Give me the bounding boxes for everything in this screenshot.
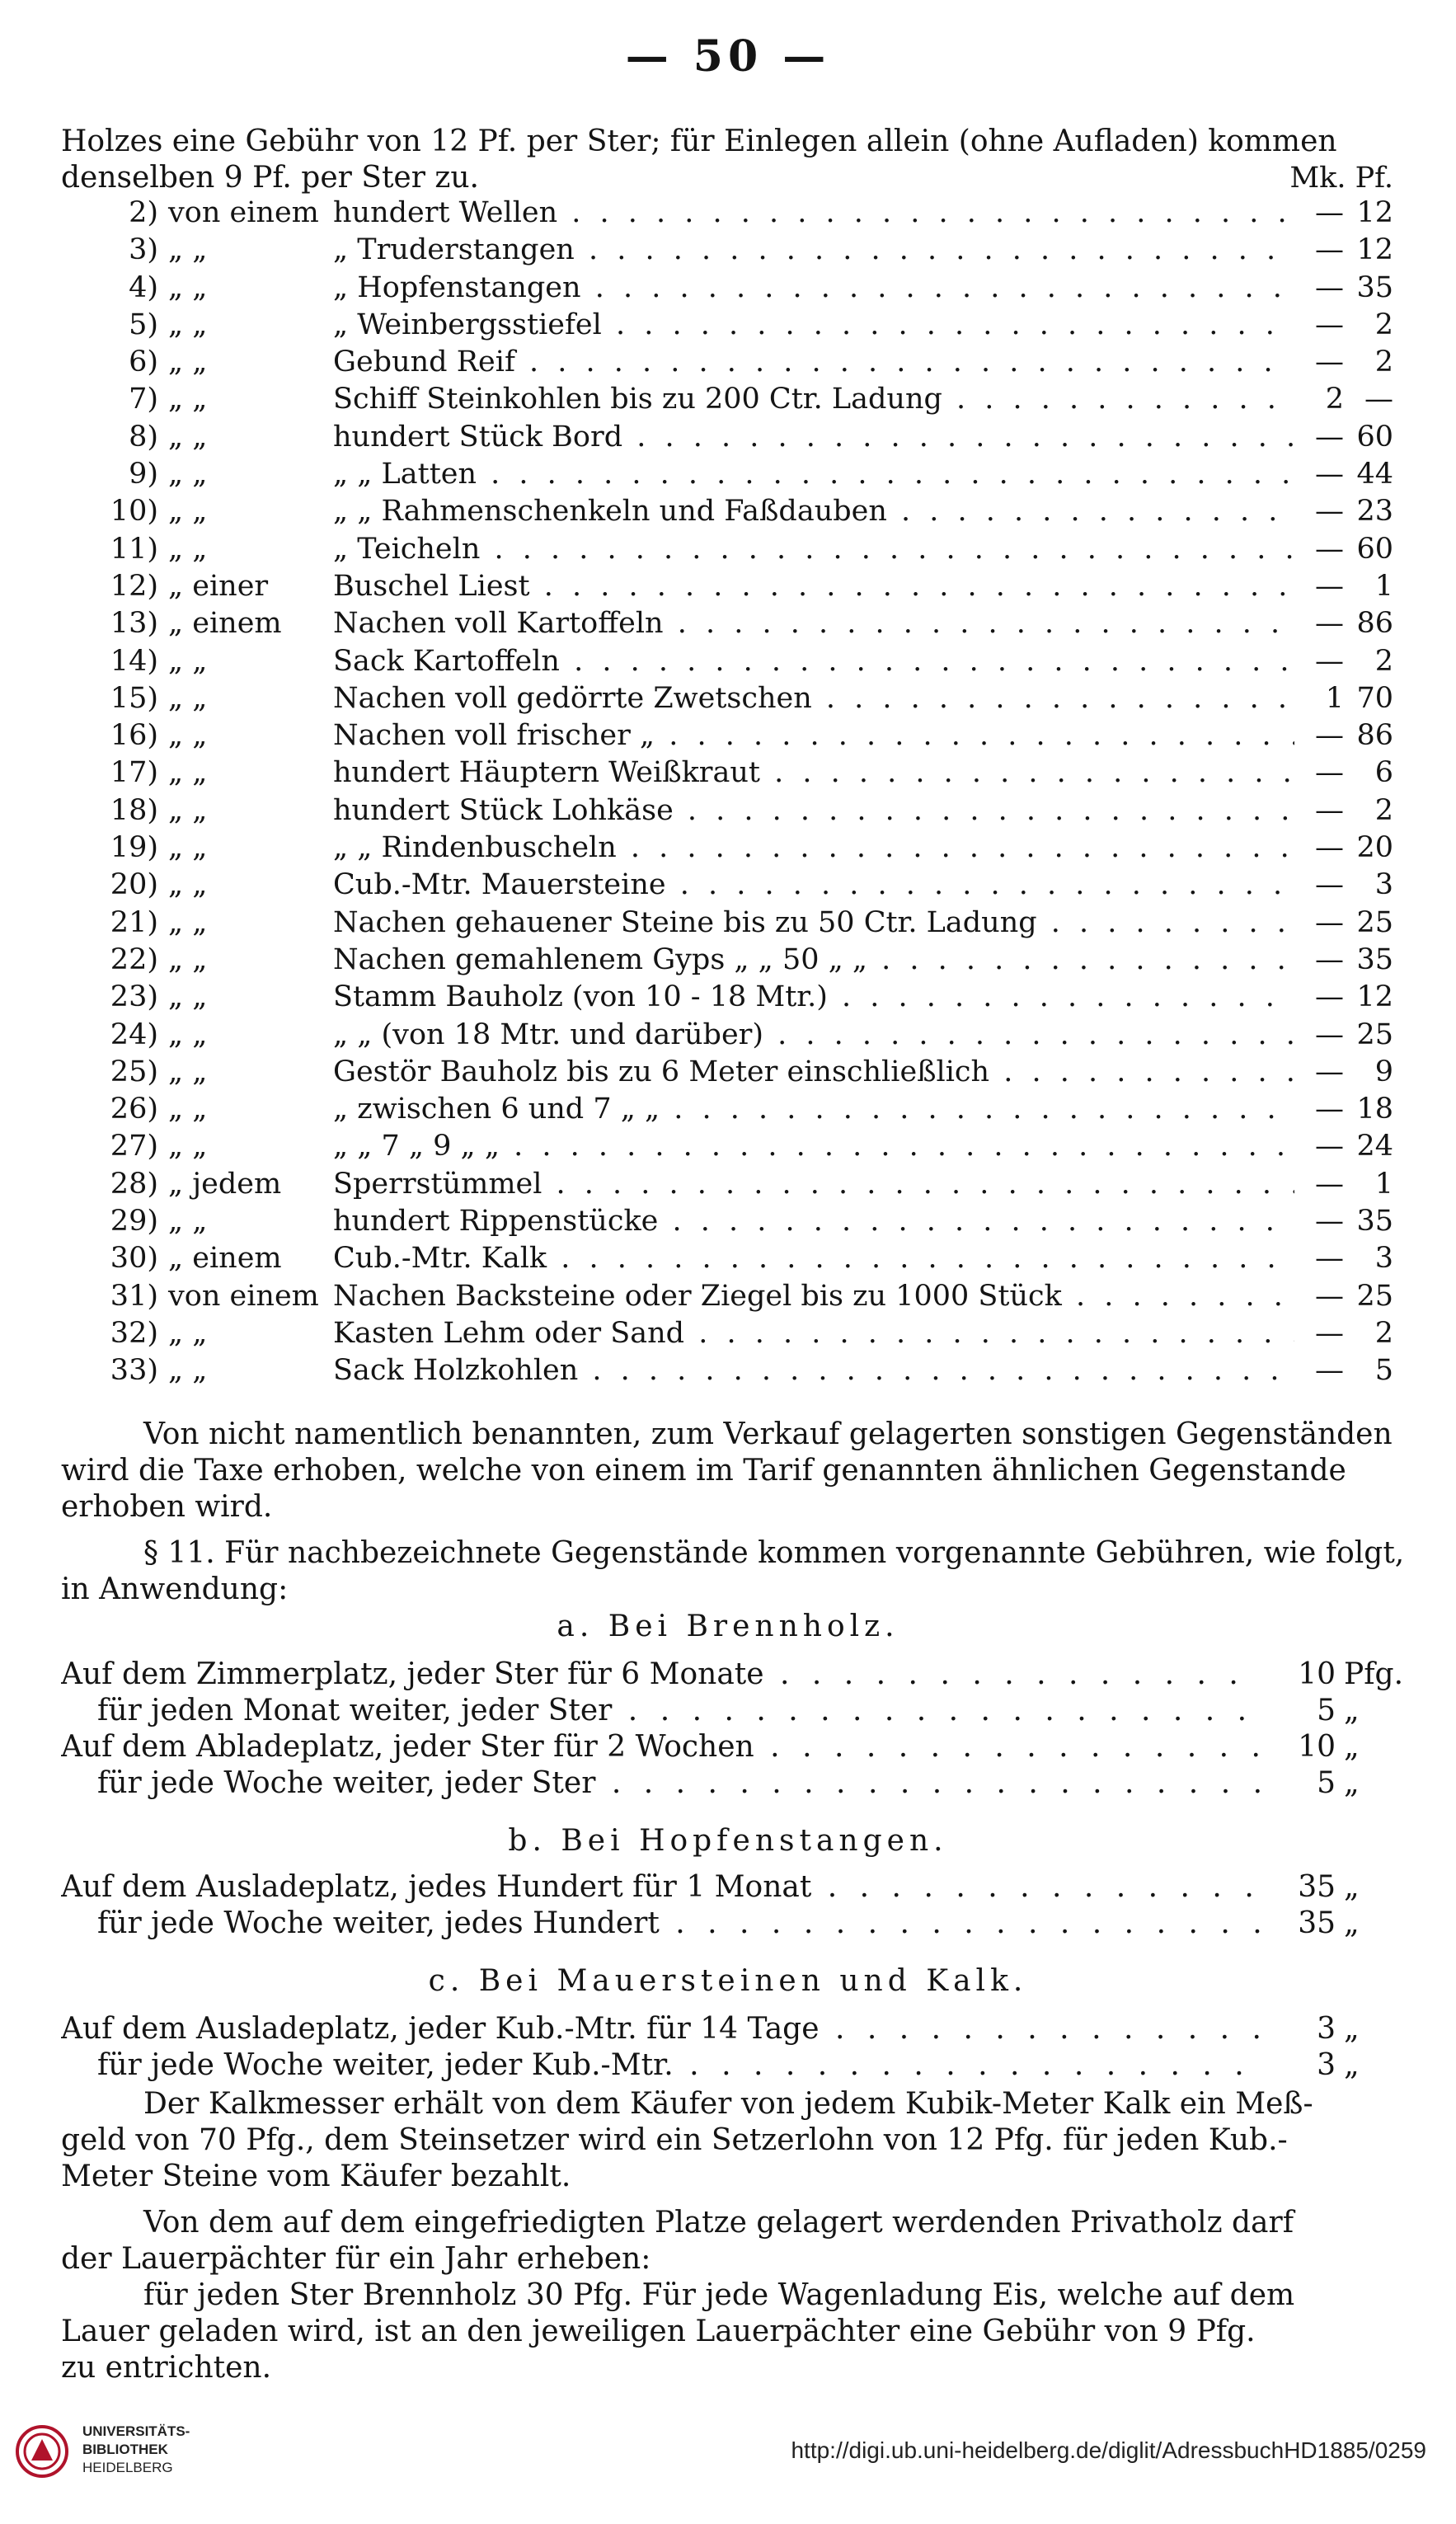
tariff-row-pfennig: 9 [1374, 1055, 1393, 1088]
text-line: § 11. Für nachbezeichnete Gegenstände kommen vorgenannte Gebühren, wie folgt, [143, 1536, 1405, 1570]
tariff-row-number: 4) [129, 270, 158, 304]
tariff-row-mark: — [1315, 532, 1344, 566]
rate-amount: 3 [1317, 2048, 1336, 2082]
tariff-row-number: 33) [110, 1354, 158, 1388]
rate-amount: 10 [1298, 1730, 1336, 1764]
tariff-row-pfennig: 70 [1356, 681, 1393, 715]
tariff-row-pfennig: 3 [1374, 1242, 1393, 1276]
tariff-row-mark: — [1315, 831, 1344, 865]
paragraph-other-goods [61, 1417, 1393, 1525]
tariff-row-mark: — [1315, 905, 1344, 939]
tariff-row [61, 495, 1393, 532]
tariff-row-prefix: „ „ [168, 942, 208, 976]
tariff-row-mark: — [1315, 868, 1344, 902]
tariff-row-pfennig: 2 [1374, 308, 1393, 341]
tariff-row-number: 29) [110, 1205, 158, 1238]
tariff-row [61, 831, 1393, 868]
tariff-row [61, 570, 1393, 607]
section-a-heading: a. Bei Brennholz. [557, 1610, 899, 1643]
tariff-row-item: „ zwischen 6 und 7 „ „ . . . [333, 1093, 1294, 1126]
rate-row [61, 2048, 1393, 2082]
tariff-row-item: „ Truderstangen . . . [333, 233, 1294, 266]
tariff-row-prefix: „ „ [168, 719, 208, 753]
tariff-row-item: hundert Rippenstücke . . . [333, 1205, 1294, 1238]
tariff-row-item: Kasten Lehm oder Sand . . . [333, 1317, 1294, 1350]
tariff-row-number: 26) [110, 1093, 158, 1126]
tariff-row-number: 8) [129, 420, 158, 454]
tariff-row-pfennig: 60 [1356, 532, 1393, 566]
rate-amount: 35 [1298, 1906, 1336, 1940]
tariff-row [61, 233, 1393, 270]
tariff-row-number: 27) [110, 1130, 158, 1163]
tariff-row [61, 421, 1393, 458]
tariff-row-pfennig: 35 [1356, 942, 1393, 976]
page-number: — 50 — [625, 31, 831, 82]
tariff-row-number: 7) [129, 383, 158, 416]
tariff-row-pfennig: 35 [1356, 1205, 1393, 1238]
rate-row [61, 1906, 1393, 1940]
tariff-row-item: „ „ (von 18 Mtr. und darüber) . . . [333, 1018, 1294, 1051]
tariff-row-mark: — [1315, 1093, 1344, 1126]
tariff-row-item: hundert Stück Lohkäse . . . [333, 794, 1294, 827]
tariff-row-item: Nachen gemahlenem Gyps „ „ 50 „ „ . . . [333, 943, 1294, 976]
tariff-row-prefix: „ einer [168, 569, 269, 603]
tariff-row-item: Buschel Liest . . . [333, 570, 1294, 603]
tariff-row-number: 32) [110, 1316, 158, 1350]
tariff-row-mark: — [1315, 1167, 1344, 1201]
tariff-row [61, 1242, 1393, 1279]
tariff-row [61, 1280, 1393, 1317]
rate-label: für jede Woche weiter, jeder Kub.-Mtr. . . . [61, 2048, 1261, 2082]
rate-unit: „ [1344, 1870, 1360, 1904]
tariff-table [61, 196, 1393, 1392]
tariff-row [61, 1317, 1393, 1354]
paragraph-kalkmesser [61, 2086, 1393, 2195]
tariff-row-prefix: „ „ [168, 756, 208, 790]
tariff-row-number: 2) [129, 196, 158, 229]
tariff-row-item: Gebund Reif . . . [333, 345, 1294, 378]
tariff-row-number: 21) [110, 905, 158, 939]
tariff-row-prefix: „ „ [168, 980, 208, 1014]
library-seal-icon [15, 2424, 69, 2479]
tariff-row-prefix: „ „ [168, 1354, 208, 1388]
tariff-row-number: 16) [110, 719, 158, 753]
tariff-row-item: Cub.-Mtr. Mauersteine . . . [333, 868, 1294, 901]
tariff-row-item: Sperrstümmel . . . [333, 1168, 1294, 1201]
tariff-row-pfennig: 20 [1356, 831, 1393, 865]
tariff-row [61, 645, 1393, 682]
tariff-row-item: Schiff Steinkohlen bis zu 200 Ctr. Ladung . . . [333, 383, 1294, 416]
tariff-row [61, 1130, 1393, 1167]
tariff-row-mark: — [1315, 1055, 1344, 1088]
tariff-row-prefix: „ „ [168, 383, 208, 416]
rate-label: Auf dem Abladeplatz, jeder Ster für 2 Wochen . . . [61, 1730, 1261, 1764]
tariff-row-pfennig: 12 [1356, 980, 1393, 1014]
rate-unit: „ [1344, 1906, 1360, 1940]
tariff-row-number: 11) [110, 532, 158, 566]
tariff-row [61, 682, 1393, 719]
tariff-row-mark: — [1315, 1242, 1344, 1276]
tariff-row-prefix: „ „ [168, 1055, 208, 1088]
tariff-row-item: Gestör Bauholz bis zu 6 Meter einschließlich . . . [333, 1055, 1294, 1088]
tariff-row-item: „ „ 7 „ 9 „ „ . . . [333, 1130, 1294, 1163]
rate-row [61, 1730, 1393, 1764]
rate-label: Auf dem Ausladeplatz, jedes Hundert für 1 Monat . . . [61, 1870, 1261, 1904]
text-line: der Lauerpächter für ein Jahr erheben: [61, 2242, 651, 2276]
tariff-row [61, 308, 1393, 345]
tariff-row-pfennig: 6 [1374, 756, 1393, 790]
tariff-row-mark: — [1315, 270, 1344, 304]
tariff-row-pfennig: 2 [1374, 793, 1393, 827]
library-line: BIBLIOTHEK [82, 2442, 168, 2457]
tariff-row [61, 533, 1393, 570]
library-line: HEIDELBERG [82, 2460, 173, 2475]
tariff-row-item: Sack Kartoffeln . . . [333, 645, 1294, 678]
tariff-row-prefix: „ „ [168, 1018, 208, 1051]
tariff-row-mark: — [1315, 1205, 1344, 1238]
tariff-row [61, 943, 1393, 980]
rate-amount: 10 [1298, 1657, 1336, 1691]
tariff-row-item: „ Teicheln . . . [333, 533, 1294, 566]
tariff-row [61, 1354, 1393, 1391]
footer [0, 2399, 1456, 2524]
paragraph-privatholz [61, 2205, 1393, 2386]
tariff-row-mark: — [1315, 569, 1344, 603]
tariff-row-number: 30) [110, 1242, 158, 1276]
tariff-row-mark: — [1315, 495, 1344, 529]
tariff-row-number: 6) [129, 345, 158, 379]
tariff-row-pfennig: 25 [1356, 1018, 1393, 1051]
tariff-row-pfennig: 60 [1356, 420, 1393, 454]
tariff-row-prefix: „ einem [168, 1242, 282, 1276]
tariff-row [61, 271, 1393, 308]
tariff-row-mark: — [1315, 1354, 1344, 1388]
tariff-row-prefix: von einem [168, 196, 319, 229]
tariff-row-number: 12) [110, 569, 158, 603]
tariff-row-item: „ Weinbergsstiefel . . . [333, 308, 1294, 341]
tariff-row-pfennig: 35 [1356, 270, 1393, 304]
tariff-row [61, 906, 1393, 943]
tariff-row-mark: — [1315, 458, 1344, 491]
tariff-row-mark: — [1315, 1316, 1344, 1350]
tariff-row-prefix: „ „ [168, 681, 208, 715]
library-name [82, 2423, 190, 2477]
tariff-row-item: Nachen voll Kartoffeln . . . [333, 607, 1294, 640]
tariff-row-pfennig: 25 [1356, 905, 1393, 939]
tariff-row [61, 607, 1393, 644]
tariff-row-mark: — [1315, 196, 1344, 229]
tariff-row-number: 24) [110, 1018, 158, 1051]
tariff-row-pfennig: — [1364, 383, 1393, 416]
tariff-row-item: hundert Wellen . . . [333, 196, 1294, 229]
tariff-row-mark: — [1315, 420, 1344, 454]
tariff-row-prefix: „ „ [168, 345, 208, 379]
rate-unit: „ [1344, 1694, 1360, 1727]
tariff-row-pfennig: 3 [1374, 868, 1393, 902]
tariff-row [61, 458, 1393, 495]
text-line: Lauer geladen wird, ist an den jeweiligen Lauerpächter eine Gebühr von 9 Pfg. [61, 2315, 1256, 2348]
tariff-row-prefix: von einem [168, 1279, 319, 1313]
tariff-row [61, 1018, 1393, 1055]
rate-unit: „ [1344, 2012, 1360, 2046]
tariff-row [61, 345, 1393, 383]
tariff-row-pfennig: 24 [1356, 1130, 1393, 1163]
tariff-row-mark: — [1315, 793, 1344, 827]
tariff-row [61, 1055, 1393, 1093]
rate-row [61, 1694, 1393, 1727]
units-header: Mk. Pf. [1289, 162, 1393, 195]
tariff-row-pfennig: 2 [1374, 644, 1393, 678]
rate-unit: Pfg. [1344, 1657, 1404, 1691]
tariff-row-item: Nachen Backsteine oder Ziegel bis zu 1000 Stück . . . [333, 1280, 1294, 1313]
rate-label: Auf dem Zimmerplatz, jeder Ster für 6 Monate . . . [61, 1657, 1261, 1691]
source-url-link[interactable]: http://digi.ub.uni-heidelberg.de/diglit/AdressbuchHD1885/0259 [791, 2437, 1426, 2463]
tariff-row-item: Nachen gehauener Steine bis zu 50 Ctr. Ladung . . . [333, 906, 1294, 939]
rate-unit: „ [1344, 1730, 1360, 1764]
intro-line: Holzes eine Gebühr von 12 Pf. per Ster; für Einlegen allein (ohne Aufladen) kommen [61, 125, 1337, 158]
text-line: Meter Steine vom Käufer bezahlt. [61, 2160, 571, 2193]
rate-label: Auf dem Ausladeplatz, jeder Kub.-Mtr. für 14 Tage . . . [61, 2012, 1261, 2046]
text-line: geld von 70 Pfg., dem Steinsetzer wird ein Setzerlohn von 12 Pfg. für jeden Kub.- [61, 2123, 1288, 2157]
tariff-row [61, 719, 1393, 756]
tariff-row-pfennig: 23 [1356, 495, 1393, 529]
tariff-row-prefix: „ „ [168, 905, 208, 939]
tariff-row-mark: — [1315, 980, 1344, 1014]
text-line: Der Kalkmesser erhält von dem Käufer von jedem Kubik-Meter Kalk ein Meß- [143, 2087, 1313, 2121]
intro-paragraph [61, 124, 1393, 196]
section-b-heading: b. Bei Hopfenstangen. [508, 1824, 948, 1858]
tariff-row-prefix: „ „ [168, 868, 208, 902]
tariff-row-prefix: „ „ [168, 793, 208, 827]
tariff-row-number: 13) [110, 607, 158, 641]
tariff-row-prefix: „ „ [168, 1205, 208, 1238]
tariff-row-number: 22) [110, 942, 158, 976]
tariff-row [61, 1168, 1393, 1205]
tariff-row-mark: — [1315, 644, 1344, 678]
tariff-row-prefix: „ „ [168, 1316, 208, 1350]
text-line: in Anwendung: [61, 1572, 289, 1606]
tariff-row-prefix: „ „ [168, 532, 208, 566]
tariff-row-number: 25) [110, 1055, 158, 1088]
tariff-row-number: 19) [110, 831, 158, 865]
tariff-row-pfennig: 25 [1356, 1279, 1393, 1313]
tariff-row-item: hundert Häuptern Weißkraut . . . [333, 756, 1294, 789]
tariff-row-item: Nachen voll frischer „ . . . [333, 719, 1294, 752]
rate-amount: 5 [1317, 1766, 1336, 1800]
rate-label: für jede Woche weiter, jedes Hundert . . . [61, 1906, 1261, 1940]
tariff-row-item: „ „ Rindenbuscheln . . . [333, 831, 1294, 864]
tariff-row-prefix: „ „ [168, 644, 208, 678]
tariff-row-prefix: „ „ [168, 1130, 208, 1163]
tariff-row [61, 383, 1393, 420]
tariff-row-prefix: „ „ [168, 420, 208, 454]
tariff-row-mark: — [1315, 1018, 1344, 1051]
rate-label: für jeden Monat weiter, jeder Ster . . . [61, 1694, 1261, 1727]
tariff-row-number: 28) [110, 1167, 158, 1201]
tariff-row [61, 868, 1393, 905]
text-line: für jeden Ster Brennholz 30 Pfg. Für jede Wagenladung Eis, welche auf dem [143, 2278, 1295, 2312]
tariff-row-mark: — [1315, 756, 1344, 790]
tariff-row-pfennig: 1 [1374, 1167, 1393, 1201]
text-line: Von nicht namentlich benannten, zum Verkauf gelagerten sonstigen Gegenständen [143, 1417, 1393, 1451]
tariff-row-pfennig: 2 [1374, 1316, 1393, 1350]
tariff-row-prefix: „ „ [168, 233, 208, 267]
tariff-row [61, 794, 1393, 831]
tariff-row-mark: — [1315, 942, 1344, 976]
text-line: zu entrichten. [61, 2351, 272, 2385]
rate-row [61, 1766, 1393, 1800]
tariff-row-number: 31) [110, 1279, 158, 1313]
tariff-row-mark: — [1315, 1279, 1344, 1313]
tariff-row-item: hundert Stück Bord . . . [333, 421, 1294, 454]
rate-unit: „ [1344, 2048, 1360, 2082]
library-line: UNIVERSITÄTS- [82, 2423, 190, 2439]
tariff-row-prefix: „ einem [168, 607, 282, 641]
tariff-row-pfennig: 12 [1356, 233, 1393, 267]
tariff-row [61, 756, 1393, 793]
tariff-row-pfennig: 18 [1356, 1093, 1393, 1126]
tariff-row-mark: — [1315, 719, 1344, 753]
tariff-row-pfennig: 5 [1374, 1354, 1393, 1388]
intro-line: denselben 9 Pf. per Ster zu. [61, 161, 479, 195]
rate-row [61, 1657, 1404, 1691]
tariff-row-pfennig: 86 [1356, 719, 1393, 753]
tariff-row-mark: — [1315, 345, 1344, 379]
rate-amount: 35 [1298, 1870, 1336, 1904]
tariff-row-number: 23) [110, 980, 158, 1014]
tariff-row-prefix: „ „ [168, 458, 208, 491]
tariff-row-item: Stamm Bauholz (von 10 - 18 Mtr.) . . . [333, 980, 1294, 1013]
tariff-row-prefix: „ „ [168, 270, 208, 304]
tariff-row [61, 980, 1393, 1018]
rate-unit: „ [1344, 1766, 1360, 1800]
tariff-row-pfennig: 2 [1374, 345, 1393, 379]
rate-amount: 5 [1317, 1694, 1336, 1727]
tariff-row [61, 1093, 1393, 1130]
tariff-row-item: Nachen voll gedörrte Zwetschen . . . [333, 682, 1294, 715]
tariff-row-pfennig: 1 [1374, 569, 1393, 603]
tariff-row-number: 15) [110, 681, 158, 715]
tariff-row-prefix: „ jedem [168, 1167, 282, 1201]
text-line: wird die Taxe erhoben, welche von einem im Tarif genannten ähnlichen Gegenstande [61, 1454, 1346, 1488]
tariff-row-mark: 1 [1325, 681, 1344, 715]
tariff-row-number: 18) [110, 793, 158, 827]
tariff-row-mark: — [1315, 607, 1344, 641]
paragraph-section-11 [61, 1535, 1405, 1608]
tariff-row-pfennig: 86 [1356, 607, 1393, 641]
tariff-row-item: „ „ Latten . . . [333, 458, 1294, 491]
tariff-row-prefix: „ „ [168, 1093, 208, 1126]
tariff-row-pfennig: 44 [1356, 458, 1393, 491]
rate-label: für jede Woche weiter, jeder Ster . . . [61, 1766, 1261, 1800]
tariff-row-number: 5) [129, 308, 158, 341]
tariff-row-number: 3) [129, 233, 158, 267]
text-line: erhoben wird. [61, 1490, 273, 1524]
tariff-row-number: 17) [110, 756, 158, 790]
text-line: Von dem auf dem eingefriedigten Platze gelagert werdenden Privatholz darf [143, 2206, 1294, 2240]
rate-amount: 3 [1317, 2012, 1336, 2046]
tariff-row [61, 1205, 1393, 1242]
tariff-row-item: „ „ Rahmenschenkeln und Faßdauben . . . [333, 495, 1294, 528]
tariff-row-mark: 2 [1325, 383, 1344, 416]
tariff-row-number: 14) [110, 644, 158, 678]
section-c-heading: c. Bei Mauersteinen und Kalk. [428, 1964, 1028, 1998]
tariff-row-item: Sack Holzkohlen . . . [333, 1354, 1294, 1387]
tariff-row [61, 196, 1393, 233]
rate-row [61, 1870, 1393, 1904]
tariff-row-item: Cub.-Mtr. Kalk . . . [333, 1242, 1294, 1275]
tariff-row-pfennig: 12 [1356, 196, 1393, 229]
tariff-row-number: 20) [110, 868, 158, 902]
tariff-row-prefix: „ „ [168, 831, 208, 865]
tariff-row-mark: — [1315, 233, 1344, 267]
tariff-row-mark: — [1315, 1130, 1344, 1163]
rate-row [61, 2012, 1393, 2046]
tariff-row-number: 9) [129, 458, 158, 491]
tariff-row-prefix: „ „ [168, 495, 208, 529]
tariff-row-prefix: „ „ [168, 308, 208, 341]
tariff-row-mark: — [1315, 308, 1344, 341]
tariff-row-number: 10) [110, 495, 158, 529]
tariff-row-item: „ Hopfenstangen . . . [333, 271, 1294, 304]
